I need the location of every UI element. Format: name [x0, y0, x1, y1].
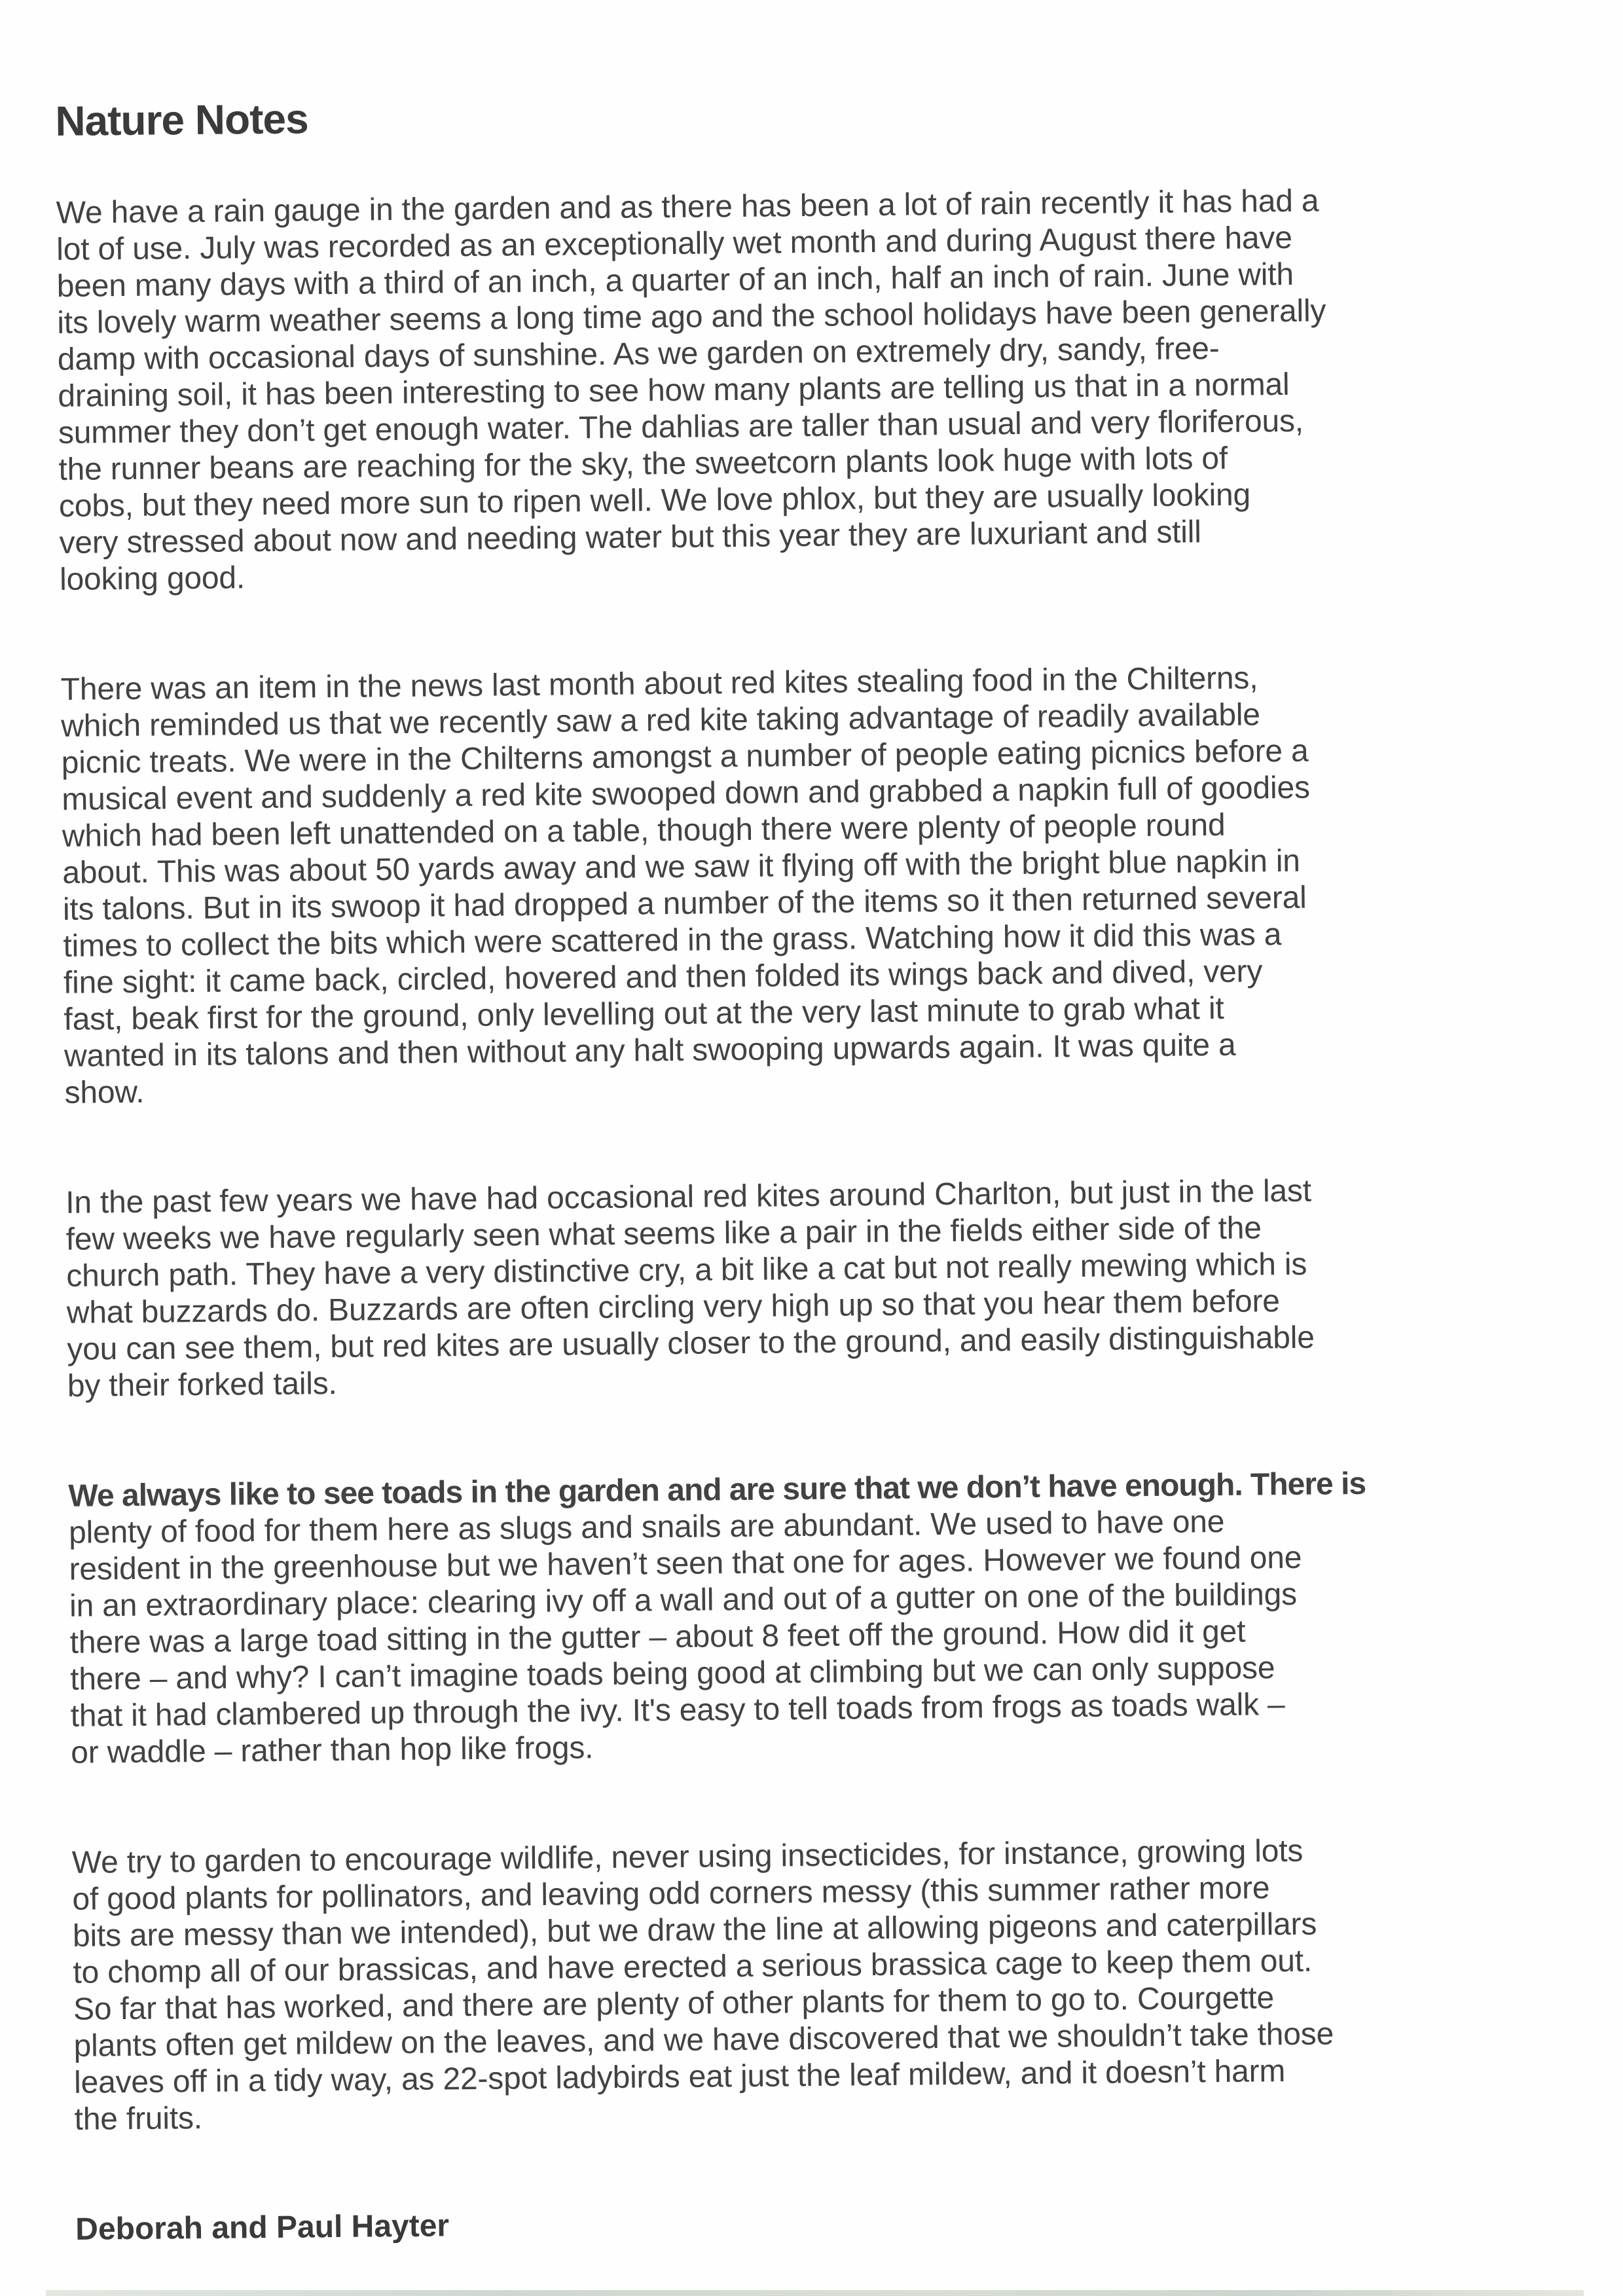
page-title: Nature Notes — [55, 95, 308, 145]
paragraph: We always like to see toads in the garden and are sure that we don’t have enough. There is plenty of food for them here as slugs and snails are abundant. We used to have one resident in the greenhouse but we haven’t seen that one for ages. However we found one in an extraordinary place: clearing ivy off a wall and out of a gutter on one of the buildings there was a large toad sitting in the gutter – about 8 feet off the ground. How did it get there – and why? I can’t imagine toads being good at climbing but we can only suppose that it had clambered up through the ivy. It's easy to tell toads from frogs as toads walk – or waddle – rather than hop like frogs. — [68, 1466, 1366, 1770]
paragraphs — [56, 181, 1606, 2138]
paragraph: In the past few years we have had occasional red kites around Charlton, but just in the last few weeks we have regularly seen what seems like a pair in the fields either side of the church path. They have a very distinctive cry, a bit like a cat but not really mewing which is what buzzards do. Buzzards are often circling very high up so that you hear them before you can see them, but red kites are usually closer to the ground, and easily distinguishable by their forked tails. — [65, 1173, 1315, 1404]
paragraph: There was an item in the news last month about red kites stealing food in the Chilterns, which reminded us that we recently saw a red kite taking advantage of readily available picnic treats. We were in the Chilterns amongst a number of people eating picnics before a musical event and suddenly a red kite swooped down and grabbed a napkin full of goodies which had been left unattended on a table, though there were plenty of people round about. This was about 50 yards away and we saw it flying off with the bright blue napkin in its talons. But in its swoop it had dropped a number of the items so it then returned several times to collect the bits which were scattered in the grass. Watching how it did this was a fine sight: it came back, circled, hovered and then folded its wings back and dived, very fast, beak first for the ground, only levelling out at the very last minute to grab what it wanted in its talons and then without any halt swooping upwards again. It was quite a show. — [60, 661, 1311, 1110]
page-content — [55, 82, 1607, 2248]
paragraph: We have a rain gauge in the garden and as there has been a lot of rain recently it has had a lot of use. July was recorded as an exceptionally wet month and during August there have been many days with a third of an inch, a quarter of an inch, half an inch of rain. June with its lovely warm weather seems a long time ago and the school holidays have been generally damp with occasional days of sunshine. As we garden on extremely dry, sandy, free- draining soil, it has been interesting to see how many plants are telling us that in a normal summer they don’t get enough water. The dahlias are taller than usual and very floriferous, the runner beans are reaching for the sky, the sweetcorn plants look huge with lots of cobs, but they need more sun to ripen well. We love phlox, but they are usually looking very stressed about now and needing water but this year they are luxuriant and still looking good. — [56, 183, 1326, 597]
scan-artifact-bottom-edge — [46, 2290, 1584, 2296]
signature: Deborah and Paul Hayter — [75, 2208, 450, 2247]
paragraph: We try to garden to encourage wildlife, never using insecticides, for instance, growing lots of good plants for pollinators, and leaving odd corners messy (this summer rather more bits are messy than we intended), but we draw the line at allowing pigeons and caterpillars to chomp all of our brassicas, and have erected a serious brassica cage to keep them out. So far that has worked, and there are plenty of other plants for them to go to. Courgette plants often get mildew on the leaves, and we have discovered that we shouldn’t take those leaves off in a tidy way, as 22-spot ladybirds eat just the leaf mildew, and it doesn’t harm the fruits. — [71, 1833, 1334, 2137]
